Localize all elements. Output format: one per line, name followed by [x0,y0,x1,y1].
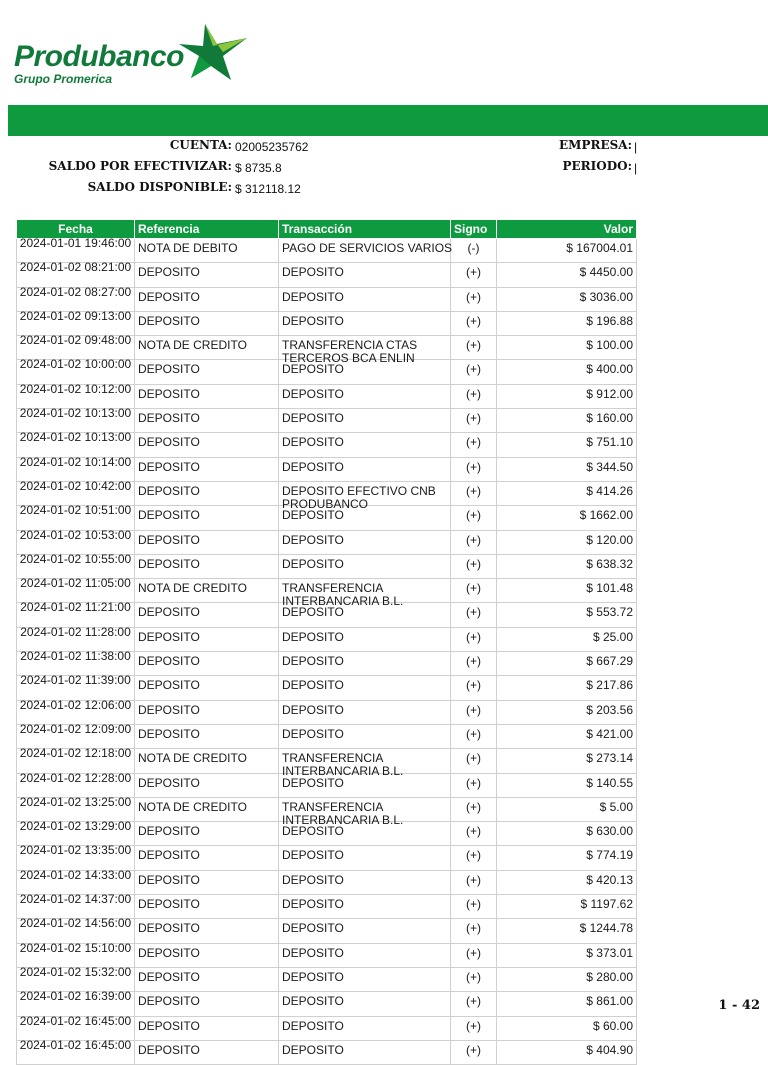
cell-fecha-text: 2024-01-02 12:06:00 [19,697,132,712]
cell-fecha [17,333,135,360]
cell-transaccion [279,384,451,408]
table-row [17,287,637,311]
cell-transaccion-text: TRANSFERENCIA INTERBANCARIA B.L. [282,581,404,609]
cell-valor: $ 101.48 [497,579,637,603]
cell-signo: (+) [451,263,497,287]
cell-signo: (+) [451,579,497,603]
table-row [17,554,637,578]
cuenta-label: CUENTA: [169,138,232,152]
cell-signo: (+) [451,311,497,335]
table-row [17,579,637,603]
table-row [17,773,637,797]
cell-transaccion [279,797,451,827]
cell-referencia: DEPOSITO [135,627,279,651]
table-row [17,919,637,943]
cell-transaccion-text: DEPOSITO [282,726,344,741]
cell-transaccion [279,336,451,366]
cell-fecha-text: 2024-01-02 15:10:00 [19,940,132,955]
cell-referencia: DEPOSITO [135,992,279,1016]
cell-fecha-text: 2024-01-02 08:27:00 [19,284,132,299]
cell-transaccion [279,1016,451,1040]
cell-fecha-text: 2024-01-02 16:39:00 [19,989,132,1004]
header-signo: Signo [451,220,497,239]
cell-fecha [17,989,135,1016]
table-row [17,409,637,433]
cell-signo: (+) [451,287,497,311]
cell-referencia: DEPOSITO [135,967,279,991]
cell-transaccion-text: DEPOSITO [282,313,344,328]
cell-transaccion [279,992,451,1016]
brand-logo [14,22,254,86]
cell-fecha [17,576,135,603]
table-row [17,506,637,530]
cell-signo: (+) [451,530,497,554]
cell-transaccion [279,409,451,433]
cell-valor: $ 373.01 [497,943,637,967]
cell-fecha [17,964,135,991]
table-row [17,943,637,967]
cell-transaccion [279,287,451,311]
cell-signo: (+) [451,870,497,894]
cell-valor: $ 400.00 [497,360,637,384]
cell-transaccion-text: DEPOSITO [282,289,344,304]
cell-transaccion-text: DEPOSITO [282,435,344,450]
cell-transaccion-text: DEPOSITO [282,1042,344,1057]
saldo-disponible-label: SALDO DISPONIBLE: [87,180,232,194]
cell-valor: $ 60.00 [497,1016,637,1040]
cell-fecha-text: 2024-01-02 13:25:00 [19,794,132,809]
cell-transaccion-text: TRANSFERENCIA INTERBANCARIA B.L. [282,799,404,827]
cell-referencia: DEPOSITO [135,263,279,287]
cell-valor: $ 404.90 [497,1040,637,1064]
cell-signo: (+) [451,554,497,578]
cell-transaccion [279,676,451,700]
cell-referencia: DEPOSITO [135,724,279,748]
cell-fecha [17,916,135,943]
cell-fecha-text: 2024-01-02 10:13:00 [19,430,132,445]
cell-fecha [17,600,135,627]
cell-valor: $ 861.00 [497,992,637,1016]
cell-fecha-text: 2024-01-02 12:28:00 [19,770,132,785]
cell-signo: (+) [451,1016,497,1040]
cell-transaccion [279,700,451,724]
cell-transaccion-text: TRANSFERENCIA INTERBANCARIA B.L. [282,751,404,779]
cell-fecha-text: 2024-01-02 10:14:00 [19,454,132,469]
cell-fecha-text: 2024-01-02 16:45:00 [19,1013,132,1028]
cell-valor: $ 1197.62 [497,895,637,919]
cell-fecha [17,236,135,263]
table-row [17,676,637,700]
cell-transaccion-text: DEPOSITO [282,532,344,547]
cell-signo: (+) [451,506,497,530]
cell-signo: (+) [451,360,497,384]
table-row [17,481,637,505]
cell-signo: (+) [451,967,497,991]
cell-signo: (+) [451,603,497,627]
cell-signo: (+) [451,676,497,700]
cell-fecha [17,381,135,408]
cell-transaccion-text: DEPOSITO [282,556,344,571]
cell-transaccion [279,263,451,287]
cell-transaccion [279,652,451,676]
cell-referencia: DEPOSITO [135,603,279,627]
cell-signo: (+) [451,652,497,676]
table-row [17,384,637,408]
table-row [17,457,637,481]
cell-referencia: DEPOSITO [135,1016,279,1040]
cell-transaccion-text: DEPOSITO [282,945,344,960]
saldo-efectivizar-value: $ 8735.8 [235,161,282,175]
table-row [17,822,637,846]
cell-transaccion-text: DEPOSITO [282,678,344,693]
cell-fecha [17,260,135,287]
cell-valor: $ 3036.00 [497,287,637,311]
cell-fecha [17,697,135,724]
empresa-value: | [634,140,638,154]
cell-valor: $ 273.14 [497,749,637,773]
cell-transaccion [279,530,451,554]
saldo-disponible-value: $ 312118.12 [235,182,301,196]
table-row [17,263,637,287]
cell-referencia: DEPOSITO [135,554,279,578]
cell-fecha [17,867,135,894]
table-row [17,239,637,263]
cell-transaccion-text: DEPOSITO [282,702,344,717]
cell-signo: (+) [451,895,497,919]
cell-transaccion-text: DEPOSITO [282,994,344,1009]
cell-transaccion [279,457,451,481]
table-row [17,797,637,821]
cell-valor: $ 4450.00 [497,263,637,287]
cell-signo: (+) [451,822,497,846]
cell-transaccion-text: DEPOSITO [282,1018,344,1033]
cell-fecha [17,843,135,870]
cell-transaccion [279,943,451,967]
cell-valor: $ 203.56 [497,700,637,724]
cell-transaccion [279,919,451,943]
cell-transaccion-text: DEPOSITO [282,459,344,474]
cell-fecha [17,284,135,311]
cell-referencia: DEPOSITO [135,919,279,943]
cell-signo: (+) [451,1040,497,1064]
table-row [17,360,637,384]
table-row [17,700,637,724]
cell-transaccion-text: TRANSFERENCIA CTAS TERCEROS BCA ENLIN [282,338,418,366]
cell-transaccion-text: DEPOSITO [282,362,344,377]
brand-name: Produbanco [14,40,185,73]
transactions-table [16,219,637,1065]
table-row [17,603,637,627]
cell-signo: (+) [451,409,497,433]
cell-fecha-text: 2024-01-02 14:56:00 [19,916,132,931]
cell-signo: (+) [451,481,497,505]
cell-signo: (+) [451,724,497,748]
cell-fecha-text: 2024-01-02 08:21:00 [19,260,132,275]
cell-transaccion [279,773,451,797]
cell-signo: (+) [451,433,497,457]
cell-valor: $ 751.10 [497,433,637,457]
cell-transaccion-text: PAGO DE SERVICIOS VARIOS [282,241,453,255]
cell-valor: $ 167004.01 [497,239,637,263]
cell-fecha-text: 2024-01-02 11:38:00 [20,649,131,664]
cell-referencia: NOTA DE CREDITO [135,579,279,603]
cell-fecha [17,406,135,433]
cell-transaccion [279,895,451,919]
cell-referencia: DEPOSITO [135,481,279,505]
cell-referencia: NOTA DE DEBITO [135,239,279,263]
cell-fecha [17,940,135,967]
header-fecha: Fecha [17,220,135,239]
cell-fecha-text: 2024-01-02 10:42:00 [19,478,132,493]
header-transaccion: Transacción [279,220,451,239]
cell-referencia: DEPOSITO [135,870,279,894]
cell-transaccion [279,433,451,457]
cell-referencia: DEPOSITO [135,506,279,530]
cell-referencia: DEPOSITO [135,287,279,311]
cell-fecha [17,1013,135,1040]
table-row [17,724,637,748]
cell-valor: $ 1244.78 [497,919,637,943]
cell-fecha [17,478,135,505]
cell-fecha [17,1037,135,1064]
table-row [17,627,637,651]
table-row [17,1016,637,1040]
cell-valor: $ 160.00 [497,409,637,433]
cell-transaccion [279,239,451,263]
cell-fecha [17,551,135,578]
cell-fecha [17,746,135,773]
cell-fecha-text: 2024-01-02 11:28:00 [20,624,131,639]
cell-fecha [17,454,135,481]
cell-transaccion [279,481,451,511]
cell-transaccion-text: DEPOSITO [282,386,344,401]
cell-referencia: DEPOSITO [135,676,279,700]
cell-signo: (+) [451,992,497,1016]
saldo-efectivizar-label: SALDO POR EFECTIVIZAR: [48,159,232,173]
table-row [17,1040,637,1064]
cell-transaccion [279,627,451,651]
cell-transaccion-text: DEPOSITO [282,775,344,790]
cell-transaccion-text: DEPOSITO [282,897,344,912]
cell-fecha [17,624,135,651]
cell-transaccion [279,1040,451,1064]
cell-valor: $ 912.00 [497,384,637,408]
table-row [17,336,637,360]
cell-referencia: NOTA DE CREDITO [135,336,279,360]
cell-signo: (+) [451,457,497,481]
cell-fecha-text: 2024-01-02 16:45:00 [19,1037,132,1052]
cell-transaccion [279,749,451,779]
header-referencia: Referencia [135,220,279,239]
table-row [17,967,637,991]
cell-fecha-text: 2024-01-02 09:13:00 [19,308,132,323]
header-valor: Valor [497,220,637,239]
cell-fecha [17,649,135,676]
cell-fecha [17,819,135,846]
cell-transaccion [279,554,451,578]
cell-fecha-text: 2024-01-02 13:29:00 [19,819,132,834]
cell-fecha [17,673,135,700]
page-number: 1 - 42 [718,998,760,1013]
cell-referencia: NOTA DE CREDITO [135,797,279,821]
cell-fecha-text: 2024-01-02 12:09:00 [19,721,132,736]
table-row [17,749,637,773]
cell-transaccion [279,360,451,384]
cell-fecha-text: 2024-01-02 12:18:00 [19,746,132,761]
cell-fecha-text: 2024-01-02 11:21:00 [20,600,131,615]
cell-fecha-text: 2024-01-02 15:32:00 [19,964,132,979]
cell-transaccion [279,870,451,894]
cell-valor: $ 196.88 [497,311,637,335]
cell-valor: $ 630.00 [497,822,637,846]
cell-valor: $ 414.26 [497,481,637,505]
cell-signo: (+) [451,943,497,967]
cell-transaccion [279,506,451,530]
cell-referencia: DEPOSITO [135,846,279,870]
cell-fecha [17,770,135,797]
cell-signo: (+) [451,700,497,724]
table-row [17,311,637,335]
cell-fecha-text: 2024-01-02 10:51:00 [19,503,132,518]
cell-valor: $ 217.86 [497,676,637,700]
cell-fecha-text: 2024-01-02 14:37:00 [19,892,132,907]
transactions-body [17,236,637,1065]
cell-transaccion-text: DEPOSITO [282,824,344,839]
cell-transaccion-text: DEPOSITO [282,265,344,280]
cell-signo: (+) [451,773,497,797]
cell-signo: (+) [451,336,497,360]
cell-referencia: DEPOSITO [135,1040,279,1064]
cell-valor: $ 25.00 [497,627,637,651]
cell-transaccion [279,822,451,846]
cell-fecha-text: 2024-01-02 11:39:00 [20,673,131,688]
cell-transaccion-text: DEPOSITO [282,872,344,887]
cell-transaccion-text: DEPOSITO [282,969,344,984]
cell-signo: (+) [451,627,497,651]
cell-signo: (+) [451,919,497,943]
table-row [17,530,637,554]
table-row [17,992,637,1016]
cell-fecha-text: 2024-01-02 10:55:00 [19,551,132,566]
cell-referencia: DEPOSITO [135,822,279,846]
cell-transaccion-text: DEPOSITO [282,605,344,620]
cell-referencia: DEPOSITO [135,409,279,433]
cell-transaccion [279,579,451,609]
table-row [17,433,637,457]
cell-valor: $ 280.00 [497,967,637,991]
cell-fecha [17,892,135,919]
table-row [17,870,637,894]
brand-subtitle: Grupo Promerica [14,72,113,86]
cell-fecha-text: 2024-01-02 10:53:00 [19,527,132,542]
cell-referencia: DEPOSITO [135,700,279,724]
cell-valor: $ 140.55 [497,773,637,797]
cell-fecha-text: 2024-01-02 10:00:00 [19,357,132,372]
cell-fecha [17,308,135,335]
cell-fecha [17,721,135,748]
table-row [17,895,637,919]
cell-transaccion-text: DEPOSITO [282,508,344,523]
cell-valor: $ 100.00 [497,336,637,360]
cell-referencia: DEPOSITO [135,457,279,481]
cell-fecha [17,357,135,384]
cell-referencia: NOTA DE CREDITO [135,749,279,773]
cell-valor: $ 421.00 [497,724,637,748]
cell-referencia: DEPOSITO [135,384,279,408]
cell-referencia: DEPOSITO [135,530,279,554]
cuenta-value: 02005235762 [235,140,309,154]
cell-transaccion-text: DEPOSITO EFECTIVO CNB PRODUBANCO [282,483,436,511]
cell-fecha-text: 2024-01-02 13:35:00 [19,843,132,858]
cell-referencia: DEPOSITO [135,652,279,676]
cell-fecha-text: 2024-01-02 14:33:00 [19,867,132,882]
cell-valor: $ 420.13 [497,870,637,894]
table-row [17,846,637,870]
cell-transaccion-text: DEPOSITO [282,654,344,669]
cell-signo: (-) [451,239,497,263]
cell-valor: $ 344.50 [497,457,637,481]
cell-transaccion [279,724,451,748]
periodo-value: | [634,161,638,175]
cell-transaccion-text: DEPOSITO [282,921,344,936]
cell-fecha-text: 2024-01-02 09:48:00 [19,333,132,348]
cell-transaccion [279,967,451,991]
star-icon [177,22,247,82]
cell-fecha-text: 2024-01-01 19:46:00 [19,236,132,250]
cell-valor: $ 1662.00 [497,506,637,530]
cell-fecha-text: 2024-01-02 10:13:00 [19,406,132,421]
cell-fecha [17,794,135,821]
cell-transaccion [279,311,451,335]
cell-signo: (+) [451,846,497,870]
cell-transaccion [279,603,451,627]
cell-transaccion [279,846,451,870]
cell-fecha-text: 2024-01-02 10:12:00 [19,381,132,396]
cell-referencia: DEPOSITO [135,773,279,797]
cell-referencia: DEPOSITO [135,311,279,335]
table-row [17,652,637,676]
cell-valor: $ 638.32 [497,554,637,578]
cell-valor: $ 553.72 [497,603,637,627]
cell-fecha [17,503,135,530]
cell-transaccion-text: DEPOSITO [282,411,344,426]
cell-signo: (+) [451,797,497,821]
cell-transaccion-text: DEPOSITO [282,629,344,644]
cell-valor: $ 5.00 [497,797,637,821]
cell-referencia: DEPOSITO [135,433,279,457]
cell-valor: $ 774.19 [497,846,637,870]
cell-fecha [17,430,135,457]
cell-valor: $ 120.00 [497,530,637,554]
cell-referencia: DEPOSITO [135,943,279,967]
header-bar [8,105,768,136]
cell-transaccion-text: DEPOSITO [282,848,344,863]
cell-referencia: DEPOSITO [135,360,279,384]
empresa-label: EMPRESA: [559,138,632,152]
cell-signo: (+) [451,749,497,773]
cell-signo: (+) [451,384,497,408]
cell-fecha [17,527,135,554]
cell-fecha-text: 2024-01-02 11:05:00 [20,576,131,591]
cell-valor: $ 667.29 [497,652,637,676]
cell-referencia: DEPOSITO [135,895,279,919]
periodo-label: PERIODO: [562,159,632,173]
